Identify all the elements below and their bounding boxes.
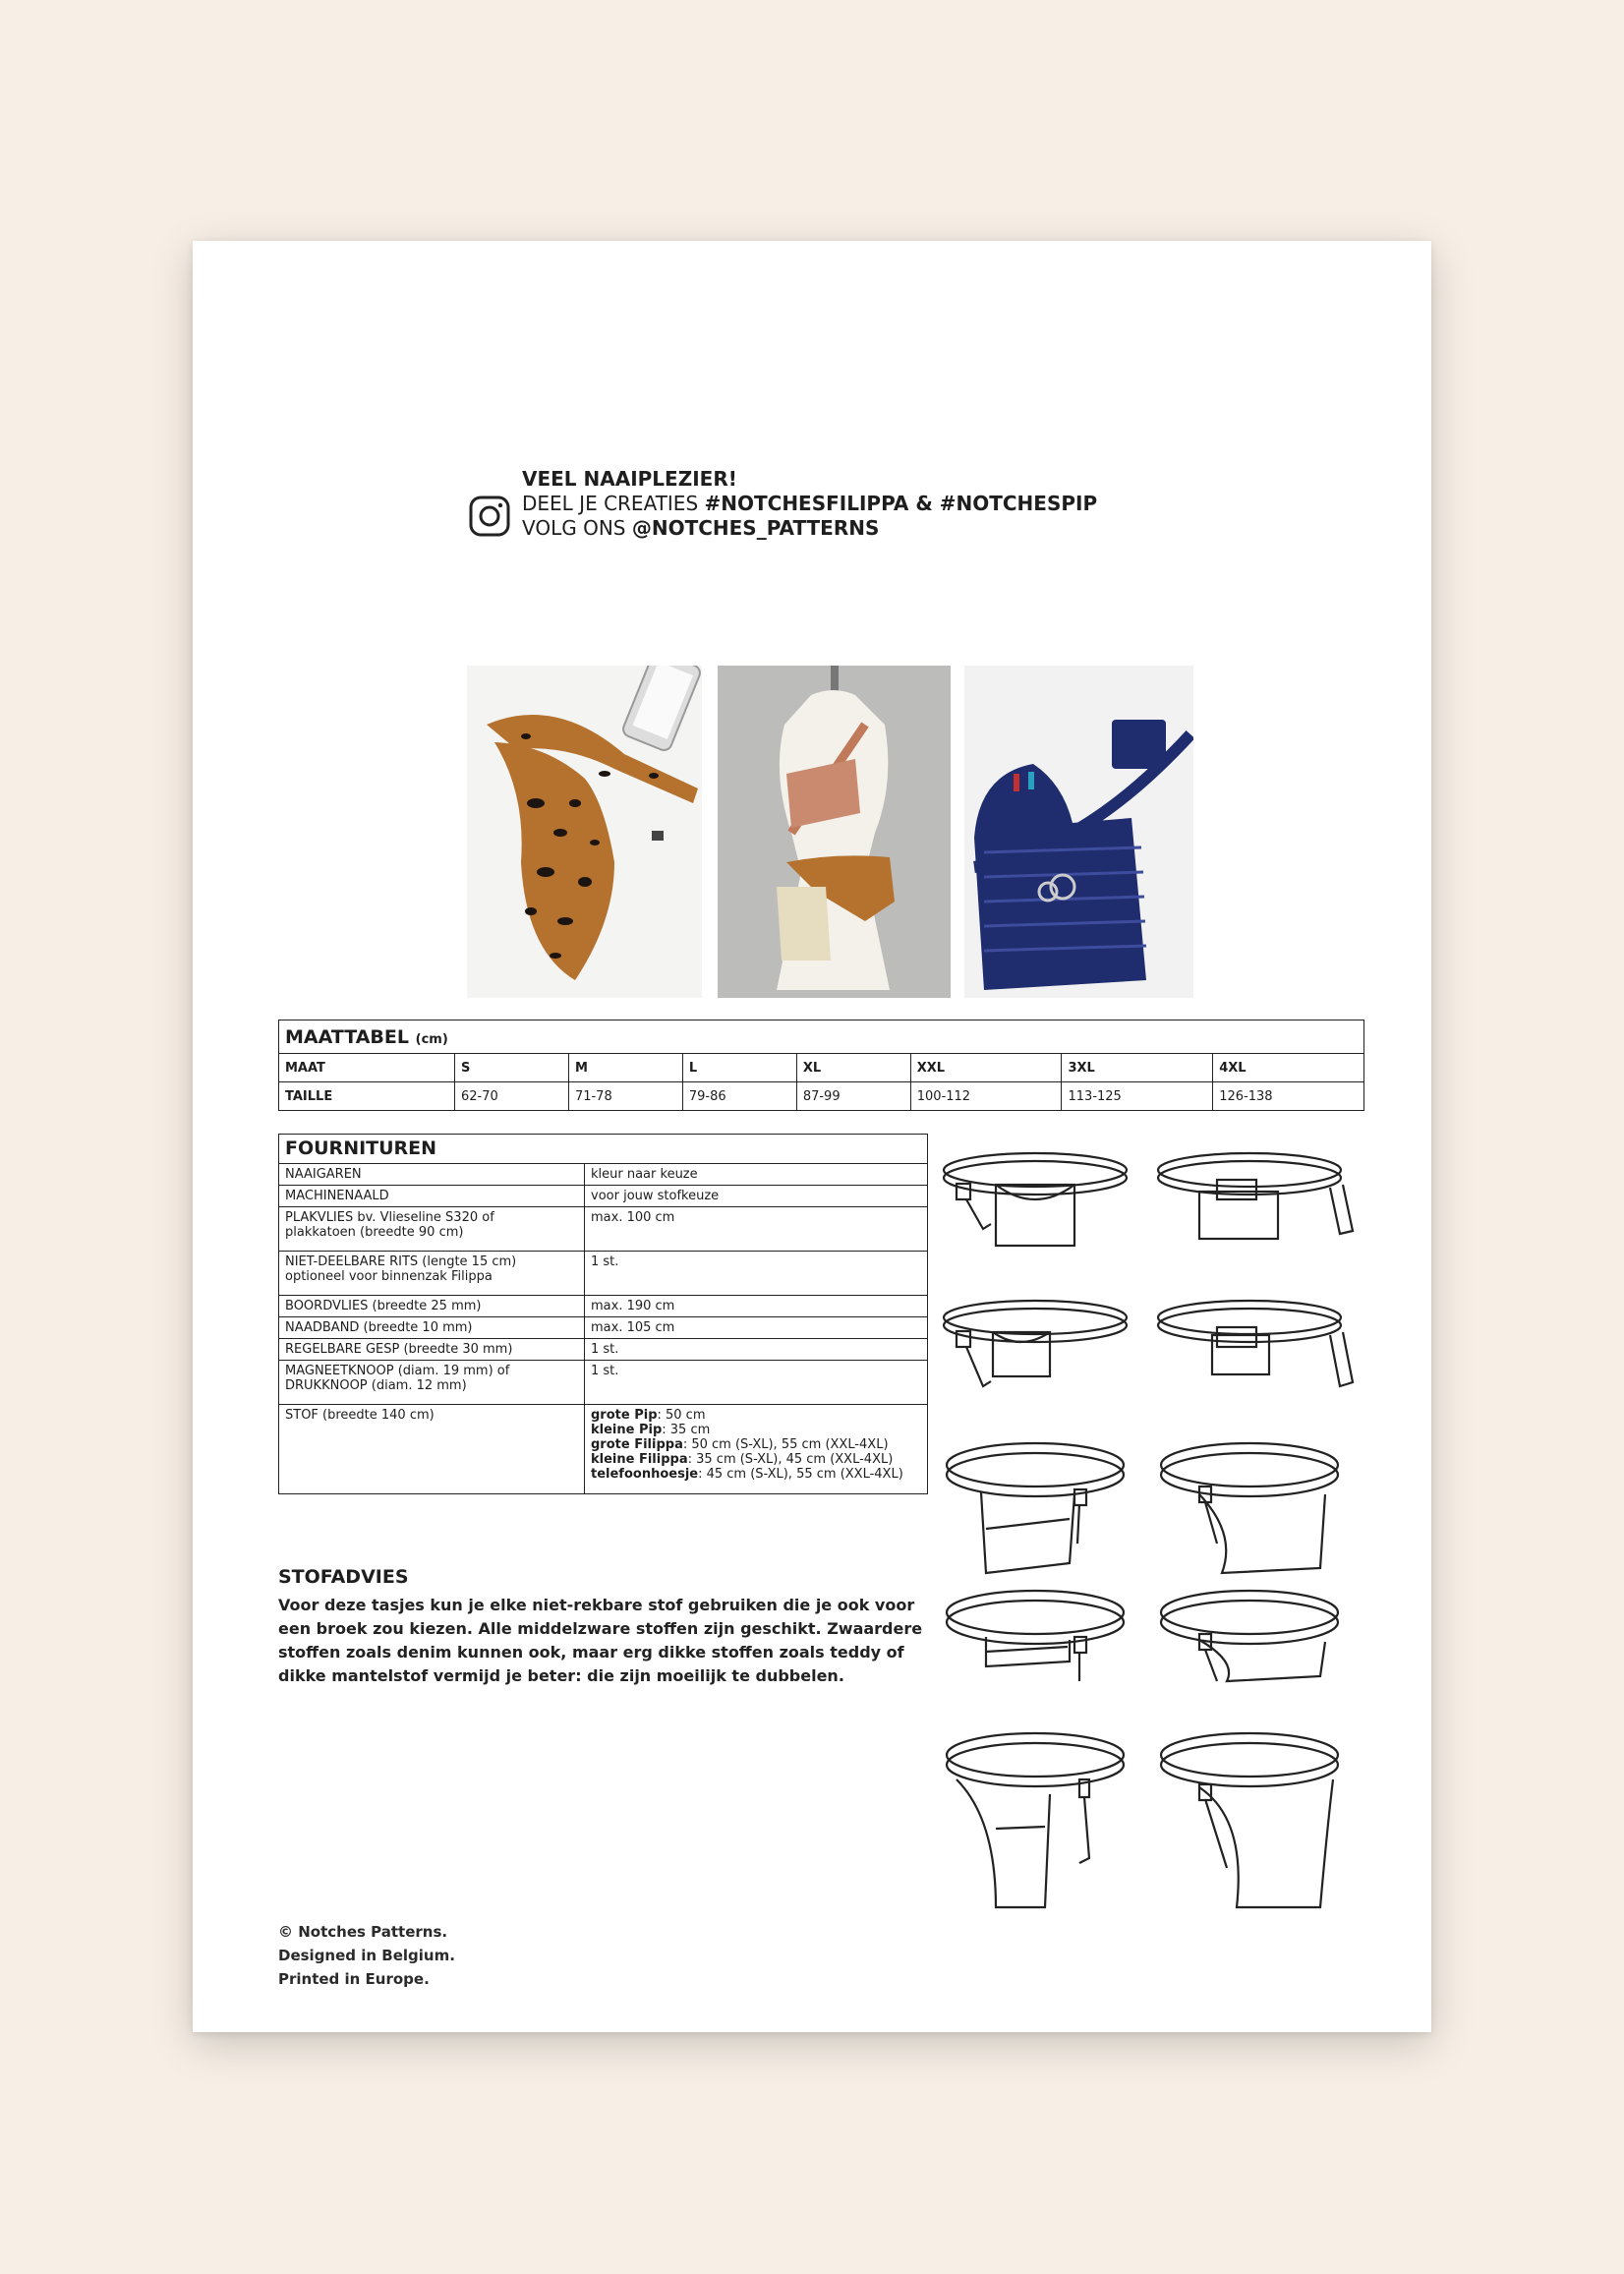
fabric-amount [591, 1437, 921, 1452]
supply-value: max. 100 cm [585, 1207, 928, 1252]
supply-value: max. 105 cm [585, 1317, 928, 1339]
supply-row [279, 1339, 928, 1361]
size-table-title [279, 1020, 1364, 1054]
footer [278, 1920, 455, 1991]
photo-mannequin [718, 666, 951, 998]
supply-value: max. 190 cm [585, 1296, 928, 1317]
supply-value: 1 st. [585, 1252, 928, 1296]
drawing-filippa-small-back [1161, 1591, 1338, 1681]
supply-row [279, 1317, 928, 1339]
instagram-icon [468, 495, 511, 538]
supply-row [279, 1296, 928, 1317]
size-table-unit: (cm) [415, 1031, 448, 1047]
fabric-value: : 45 cm (S-XL), 55 cm (XXL-4XL) [698, 1467, 903, 1482]
fabric-amounts [585, 1405, 928, 1494]
supply-value: voor jouw stofkeuze [585, 1186, 928, 1207]
follow-prefix: VOLG ONS [522, 516, 632, 540]
fabric-key: kleine Filippa [591, 1452, 688, 1467]
supply-label-line: PLAKVLIES bv. Vlieseline S320 of [285, 1210, 494, 1225]
size-4xl: 4XL [1213, 1054, 1364, 1082]
drawing-filippa-back [1161, 1443, 1338, 1573]
fabric-key: grote Filippa [591, 1437, 683, 1452]
supply-label [279, 1207, 585, 1252]
share-prefix: DEEL JE CREATIES [522, 492, 705, 515]
supply-label: MACHINENAALD [279, 1186, 585, 1207]
fabric-key: kleine Pip [591, 1423, 663, 1437]
size-table-heading: MAATTABEL [285, 1025, 409, 1048]
size-xxl: XXL [910, 1054, 1062, 1082]
size-l: L [682, 1054, 796, 1082]
waist-s: 62-70 [455, 1082, 569, 1111]
fabric-value: : 50 cm (S-XL), 55 cm (XXL-4XL) [682, 1437, 889, 1452]
size-m: M [568, 1054, 682, 1082]
supply-row [279, 1361, 928, 1405]
size-row-label: MAAT [279, 1054, 455, 1082]
waist-l: 79-86 [682, 1082, 796, 1111]
photo-leopard-bag [467, 666, 702, 998]
fabric-key: grote Pip [591, 1408, 658, 1423]
supply-row-fabric [279, 1405, 928, 1494]
drawing-pip-small-back [1158, 1301, 1353, 1386]
fabric-value: : 35 cm [662, 1423, 711, 1437]
supply-label-line: plakkatoen (breedte 90 cm) [285, 1225, 464, 1240]
fabric-amount [591, 1423, 921, 1437]
drawing-pip-back [1158, 1153, 1353, 1239]
supply-value: 1 st. [585, 1339, 928, 1361]
size-3xl: 3XL [1062, 1054, 1213, 1082]
supply-label-line: MAGNEETKNOOP (diam. 19 mm) of [285, 1364, 510, 1378]
fabric-advice [278, 1566, 927, 1688]
photo-blue-bags [964, 666, 1193, 998]
drawing-filippa-small-front [947, 1591, 1124, 1681]
designed-in: Designed in Belgium. [278, 1947, 455, 1964]
fabric-amount [591, 1452, 921, 1467]
supplies-table [278, 1134, 928, 1494]
supply-value: 1 st. [585, 1361, 928, 1405]
size-row [279, 1054, 1364, 1082]
supply-row [279, 1164, 928, 1186]
waist-row-label: TAILLE [279, 1082, 455, 1111]
fabric-amount [591, 1408, 921, 1423]
size-s: S [455, 1054, 569, 1082]
waist-row [279, 1082, 1364, 1111]
advice-text: Voor deze tasjes kun je elke niet-rekbare stof gebruiken die je ook voor een broek zou kiezen. Alle middelzware stoffen zijn geschikt. Zwaardere stoffen zoals denim kunnen ook, maar erg dikke stoffen zoals teddy of dikke mantelstof vermijd je beter: die zijn moeilijk te dubbelen. [278, 1596, 923, 1685]
supply-label-line: DRUKKNOOP (diam. 12 mm) [285, 1378, 467, 1393]
share-hashtags: #NOTCHESFILIPPA & #NOTCHESPIP [704, 492, 1098, 515]
drawing-phone-case-front [947, 1733, 1124, 1907]
supply-value: kleur naar keuze [585, 1164, 928, 1186]
drawing-pip-small-front [944, 1301, 1127, 1386]
supply-label: NAADBAND (breedte 10 mm) [279, 1317, 585, 1339]
instagram-handle: @NOTCHES_PATTERNS [631, 516, 880, 540]
supply-label [279, 1361, 585, 1405]
drawing-filippa-front [947, 1443, 1124, 1573]
fabric-amount [591, 1467, 921, 1482]
supply-row [279, 1186, 928, 1207]
waist-xxl: 100-112 [910, 1082, 1062, 1111]
supply-label: STOF (breedte 140 cm) [279, 1405, 585, 1494]
size-table [278, 1020, 1364, 1111]
size-xl: XL [796, 1054, 910, 1082]
advice-title: STOFADVIES [278, 1566, 409, 1588]
supply-label [279, 1252, 585, 1296]
drawing-pip-front [944, 1153, 1127, 1246]
share-title: VEEL NAAIPLEZIER! [522, 467, 737, 491]
fabric-value: : 50 cm [657, 1408, 706, 1423]
copyright: © Notches Patterns. [278, 1923, 448, 1941]
drawing-phone-case-back [1161, 1733, 1338, 1907]
supply-label: NAAIGAREN [279, 1164, 585, 1186]
waist-m: 71-78 [568, 1082, 682, 1111]
fabric-key: telefoonhoesje [591, 1467, 699, 1482]
waist-4xl: 126-138 [1213, 1082, 1364, 1111]
printed-in: Printed in Europe. [278, 1970, 430, 1988]
waist-3xl: 113-125 [1062, 1082, 1213, 1111]
supply-row [279, 1252, 928, 1296]
supply-label-line: optioneel voor binnenzak Filippa [285, 1269, 493, 1284]
supply-row [279, 1207, 928, 1252]
supplies-title: FOURNITUREN [279, 1135, 928, 1164]
supply-label-line: NIET-DEELBARE RITS (lengte 15 cm) [285, 1254, 517, 1269]
fabric-value: : 35 cm (S-XL), 45 cm (XXL-4XL) [687, 1452, 894, 1467]
technical-drawings [942, 1140, 1374, 1917]
pattern-page [193, 241, 1431, 2032]
waist-xl: 87-99 [796, 1082, 910, 1111]
supply-label: REGELBARE GESP (breedte 30 mm) [279, 1339, 585, 1361]
supply-label: BOORDVLIES (breedte 25 mm) [279, 1296, 585, 1317]
